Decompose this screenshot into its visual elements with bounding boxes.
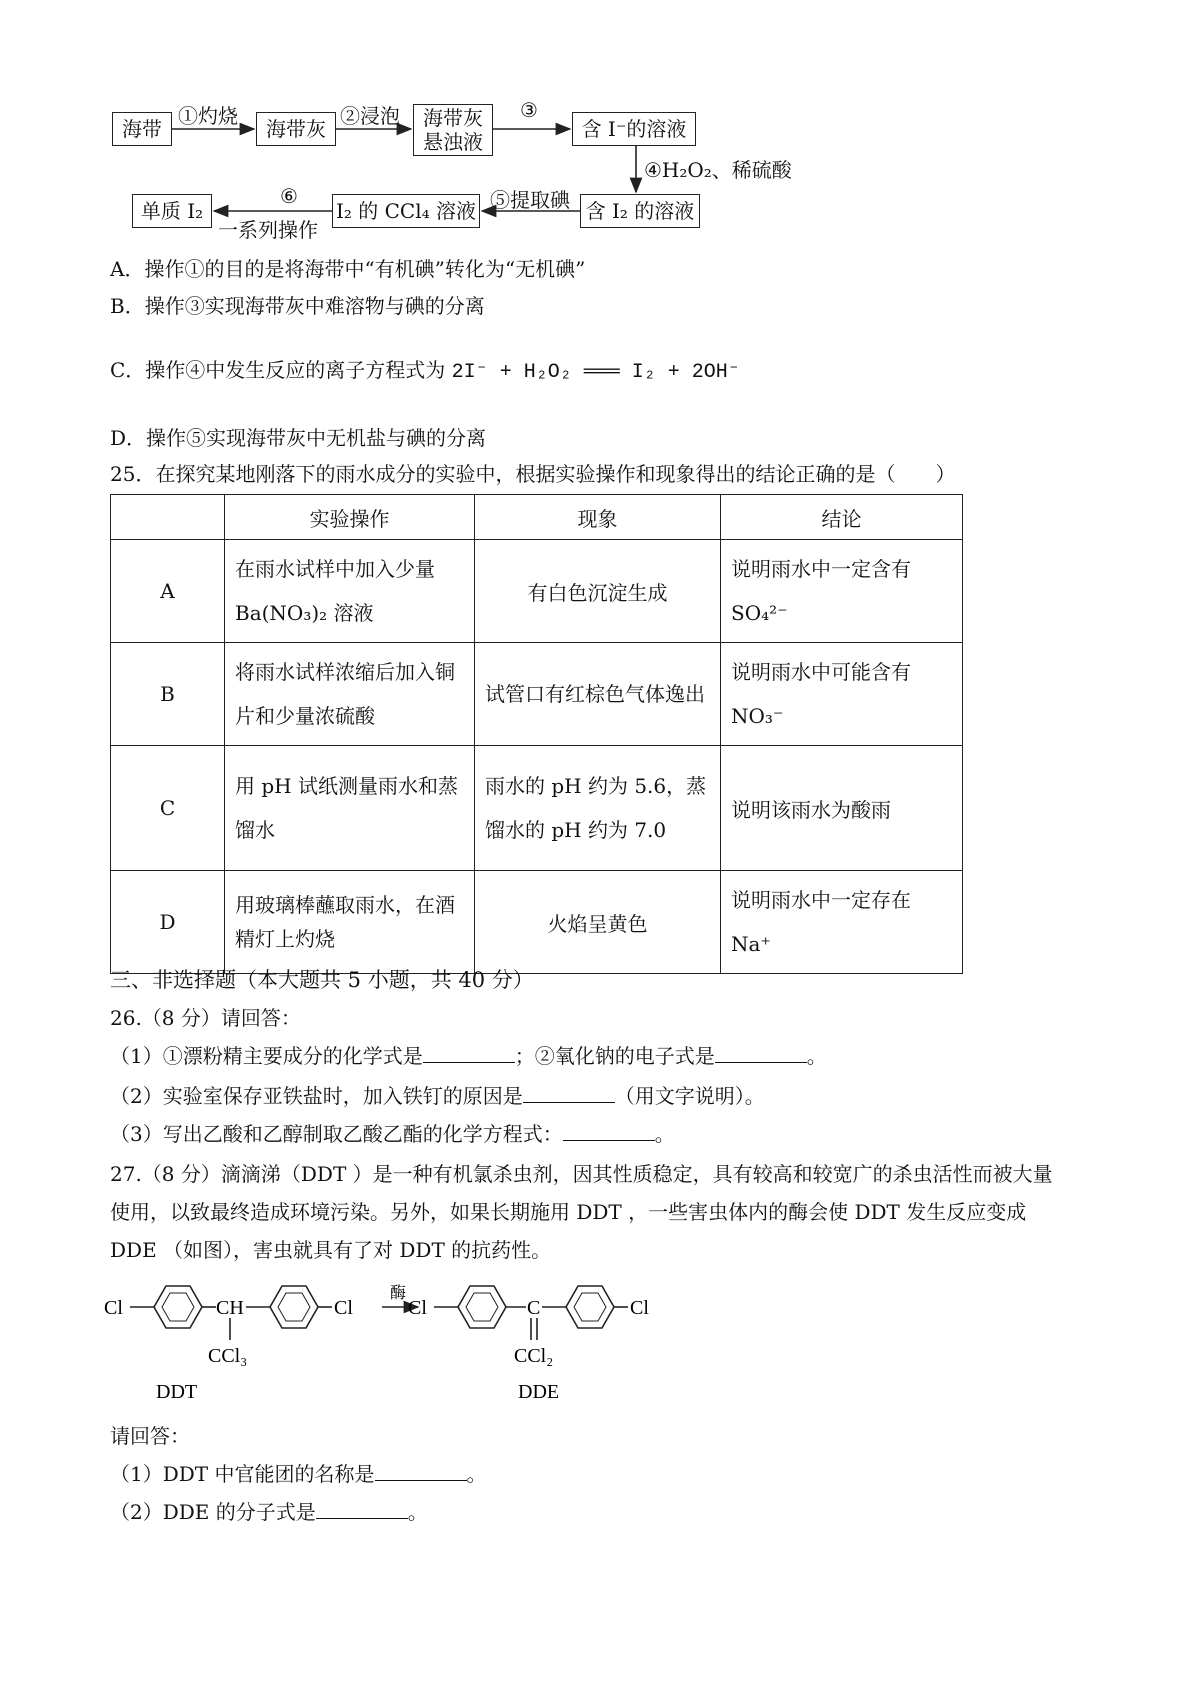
q27-part-1-a: （1）DDT 中官能团的名称是 [110,1462,375,1486]
flow-step-1: ①灼烧 [178,104,238,128]
dde-cl-right: Cl [630,1297,649,1319]
answer-blank[interactable] [375,1462,467,1481]
dde-label: DDE [518,1381,560,1403]
q25-row-label: D [111,871,225,974]
answer-blank[interactable] [423,1044,515,1063]
answer-blank[interactable] [715,1044,807,1063]
q25-row-label: B [111,643,225,746]
flow-step-6: ⑥ [280,184,298,208]
table-row [111,643,963,746]
q26-part-2-a: （2）实验室保存亚铁盐时，加入铁钉的原因是 [110,1084,523,1108]
table-row [111,540,963,643]
answer-blank[interactable] [523,1084,615,1103]
flow-box-ccl4: I₂ 的 CCl₄ 溶液 [332,194,480,228]
q26-stem: 26.（8 分）请回答： [110,1006,301,1030]
dde-ccl2: CCl₂ [514,1345,554,1367]
q26-part-1 [110,1042,827,1070]
flow-step-2: ②浸泡 [340,104,400,128]
q27-part-2-b: 。 [407,1500,428,1524]
q25-row-op: 用玻璃棒蘸取雨水，在酒精灯上灼烧 [225,871,475,974]
q26-part-1-a: （1）①漂粉精主要成分的化学式是 [110,1044,423,1068]
q24-option-c-equation: 2I⁻ + H₂O₂ ═══ I₂ + 2OH⁻ [451,361,740,384]
q25-row-op: 在雨水试样中加入少量 Ba(NO₃)₂ 溶液 [225,540,475,643]
q25-row-phen: 雨水的 pH 约为 5.6，蒸馏水的 pH 约为 7.0 [475,746,721,871]
flow-step-6-sub: 一系列操作 [218,218,318,242]
q25-header-concl: 结论 [721,495,963,540]
answer-blank[interactable] [563,1122,655,1141]
answer-blank[interactable] [316,1500,408,1519]
q25-row-phen: 有白色沉淀生成 [475,540,721,643]
q25-row-concl: 说明雨水中一定存在 Na⁺ [721,871,963,974]
q27-line-1: 27.（8 分）滴滴涕（DDT ）是一种有机氯杀虫剂，因其性质稳定，具有较高和较宽广的杀虫活性而被大量 [110,1162,1053,1186]
ddt-benzene-left [154,1286,202,1328]
q26-part-1-c: 。 [806,1044,827,1068]
q27-part-2-a: （2）DDE 的分子式是 [110,1500,316,1524]
q26-part-3-a: （3）写出乙酸和乙醇制取乙酸乙酯的化学方程式： [110,1122,563,1146]
dde-c: C [527,1297,541,1319]
q25-stem: 25．在探究某地刚落下的雨水成分的实验中，根据实验操作和现象得出的结论正确的是（ ） [110,462,956,486]
q25-row-phen: 试管口有红棕色气体逸出 [475,643,721,746]
ddt-label: DDT [156,1381,198,1403]
flow-step-5: ⑤提取碘 [490,188,570,212]
flow-box-xuanzhuo: 海带灰 悬浊液 [413,104,493,156]
q25-header-phen: 现象 [475,495,721,540]
q26-part-3-b: 。 [654,1122,675,1146]
q24-option-c-text: C．操作④中发生反应的离子方程式为 [110,358,446,382]
q26-part-2-b: （用文字说明）。 [614,1084,765,1108]
q25-row-phen: 火焰呈黄色 [475,871,721,974]
q24-option-a: A．操作①的目的是将海带中“有机碘”转化为“无机碘” [110,257,586,281]
dde-benzene-left [458,1286,506,1328]
enzyme-label: 酶 [390,1283,407,1302]
q25-row-concl: 说明雨水中一定含有 SO₄²⁻ [721,540,963,643]
flow-box-haidaihui: 海带灰 [256,112,336,146]
q24-option-c [110,356,740,387]
q25-table-header [111,495,963,540]
q26-part-3 [110,1120,675,1148]
flow-box-danzhi: 单质 I₂ [132,194,212,228]
q27-part-1-b: 。 [466,1462,487,1486]
flow-box-i2: 含 I₂ 的溶液 [580,194,700,228]
table-row [111,871,963,974]
flow-step-3: ③ [520,98,538,122]
dde-benzene-right [566,1286,614,1328]
ddt-cl-left: Cl [104,1297,123,1319]
ddt-cl-right: Cl [334,1297,353,1319]
ddt-ccl3: CCl₃ [208,1345,248,1367]
q25-row-op: 用 pH 试纸测量雨水和蒸馏水 [225,746,475,871]
q25-row-op: 将雨水试样浓缩后加入铜片和少量浓硫酸 [225,643,475,746]
q24-option-d: D．操作⑤实现海带灰中无机盐与碘的分离 [110,426,487,450]
q25-header-blank [111,495,225,540]
q27-part-1 [110,1460,487,1488]
flow-box-haidai: 海带 [112,112,172,146]
q27-line-3: DDE （如图），害虫就具有了对 DDT 的抗药性。 [110,1238,552,1262]
q25-row-concl: 说明该雨水为酸雨 [721,746,963,871]
table-row [111,746,963,871]
ddt-benzene-right [270,1286,318,1328]
q27-line-2: 使用，以致最终造成环境污染。另外，如果长期施用 DDT ，一些害虫体内的酶会使 DDT 发生反应变成 [110,1200,1027,1224]
ddt-ch: CH [216,1297,244,1319]
q25-row-label: C [111,746,225,871]
q27-part-2 [110,1498,428,1526]
section-title: 三、非选择题（本大题共 5 小题，共 40 分） [110,968,534,992]
flow-step-4: ④H₂O₂、稀硫酸 [644,158,792,182]
ddt-dde-diagram [100,1280,700,1410]
q25-row-label: A [111,540,225,643]
q25-table [110,494,963,974]
q24-option-b: B．操作③实现海带灰中难溶物与碘的分离 [110,294,485,318]
q26-part-2 [110,1082,765,1110]
q26-part-1-b: ；②氧化钠的电子式是 [514,1044,715,1068]
q25-row-concl: 说明雨水中可能含有 NO₃⁻ [721,643,963,746]
q25-header-op: 实验操作 [225,495,475,540]
flow-box-ion: 含 I⁻的溶液 [572,112,696,146]
dde-cl-left: Cl [408,1297,427,1319]
q27-ask: 请回答： [110,1424,190,1448]
